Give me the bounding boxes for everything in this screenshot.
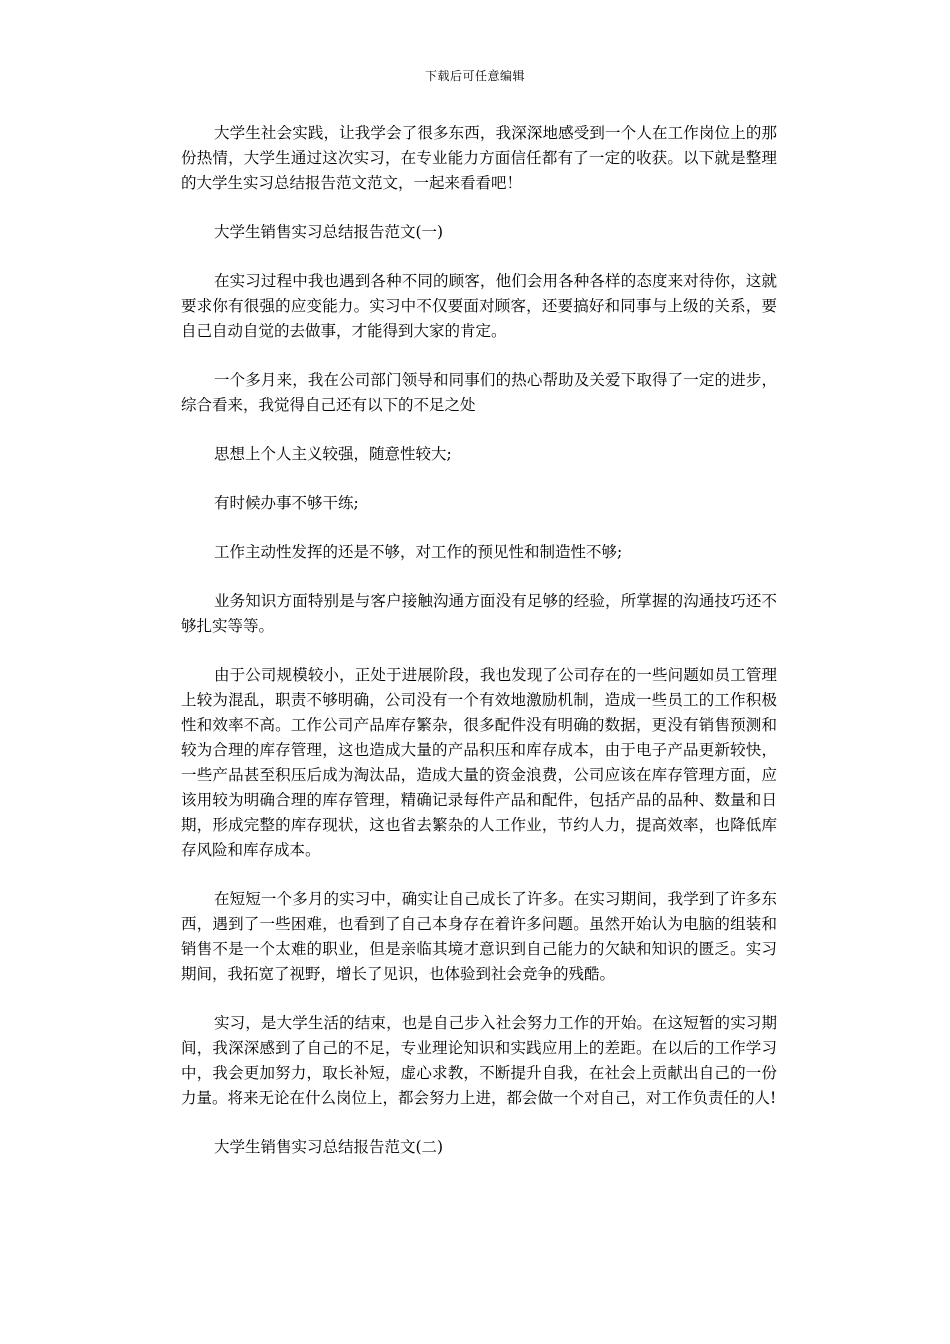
section-heading-2: 大学生销售实习总结报告范文(二) <box>214 1138 444 1156</box>
list-paragraph: 有时候办事不够干练; <box>214 494 359 512</box>
intro-paragraph: 大学生社会实践，让我学会了很多东西，我深深地感受到一个人在工作岗位上的那份热情，大学生通过这次实习，在专业能力方面信任都有了一定的收获。以下就是整理的大学生实习总结报告范文范文，一起来看看吧！ <box>181 124 777 192</box>
body-paragraph: 在短短一个多月的实习中，确实让自己成长了许多。在实习期间，我学到了许多东西，遇到了一些困难，也看到了自己本身存在着许多问题。虽然开始认为电脑的组装和销售不是一个太难的职业，但是亲临其境才意识到自己能力的欠缺和知识的匮乏。实习期间，我拓宽了视野，增长了见识，也体验到社会竞争的残酷。 <box>181 890 777 983</box>
body-paragraph: 实习，是大学生活的结束，也是自己步入社会努力工作的开始。在这短暂的实习期间，我深深感到了自己的不足，专业理论知识和实践应用上的差距。在以后的工作学习中，我会更加努力，取长补短，虚心求教，不断提升自我，在社会上贡献出自己的一份力量。将来无论在什么岗位上，都会努力上进，都会做一个对自己，对工作负责任的人! <box>181 1014 777 1107</box>
list-paragraph: 业务知识方面特别是与客户接触沟通方面没有足够的经验，所掌握的沟通技巧还不够扎实等等。 <box>181 592 777 635</box>
page-header: 下载后可任意编辑 <box>424 69 525 83</box>
body-paragraph: 由于公司规模较小，正处于进展阶段，我也发现了公司存在的一些问题如员工管理上较为混乱，职责不够明确，公司没有一个有效地激励机制，造成一些员工的工作积极性和效率不高。工作公司产品库存繁杂，很多配件没有明确的数据，更没有销售预测和较为合理的库存管理，这也造成大量的产品积压和库存成本，由于电子产品更新较快，一些产品甚至积压后成为淘汰品，造成大量的资金浪费，公司应该在库存管理方面，应该用较为明确合理的库存管理，精确记录每件产品和配件，包括产品的品种、数量和日期，形成完整的库存现状，这也省去繁杂的人工作业，节约人力，提高效率，也降低库存风险和库存成本。 <box>181 666 777 859</box>
body-paragraph: 一个多月来，我在公司部门领导和同事们的热心帮助及关爱下取得了一定的进步，综合看来，我觉得自己还有以下的不足之处 <box>181 371 777 414</box>
section-heading-1: 大学生销售实习总结报告范文(一) <box>214 223 444 241</box>
document-body <box>181 121 777 1184</box>
list-paragraph: 思想上个人主义较强，随意性较大; <box>214 445 452 463</box>
body-paragraph: 在实习过程中我也遇到各种不同的顾客，他们会用各种各样的态度来对待你，这就要求你有很强的应变能力。实习中不仅要面对顾客，还要搞好和同事与上级的关系，要自己自动自觉的去做事，才能得到大家的肯定。 <box>181 272 777 340</box>
list-paragraph: 工作主动性发挥的还是不够，对工作的预见性和制造性不够; <box>214 543 623 561</box>
